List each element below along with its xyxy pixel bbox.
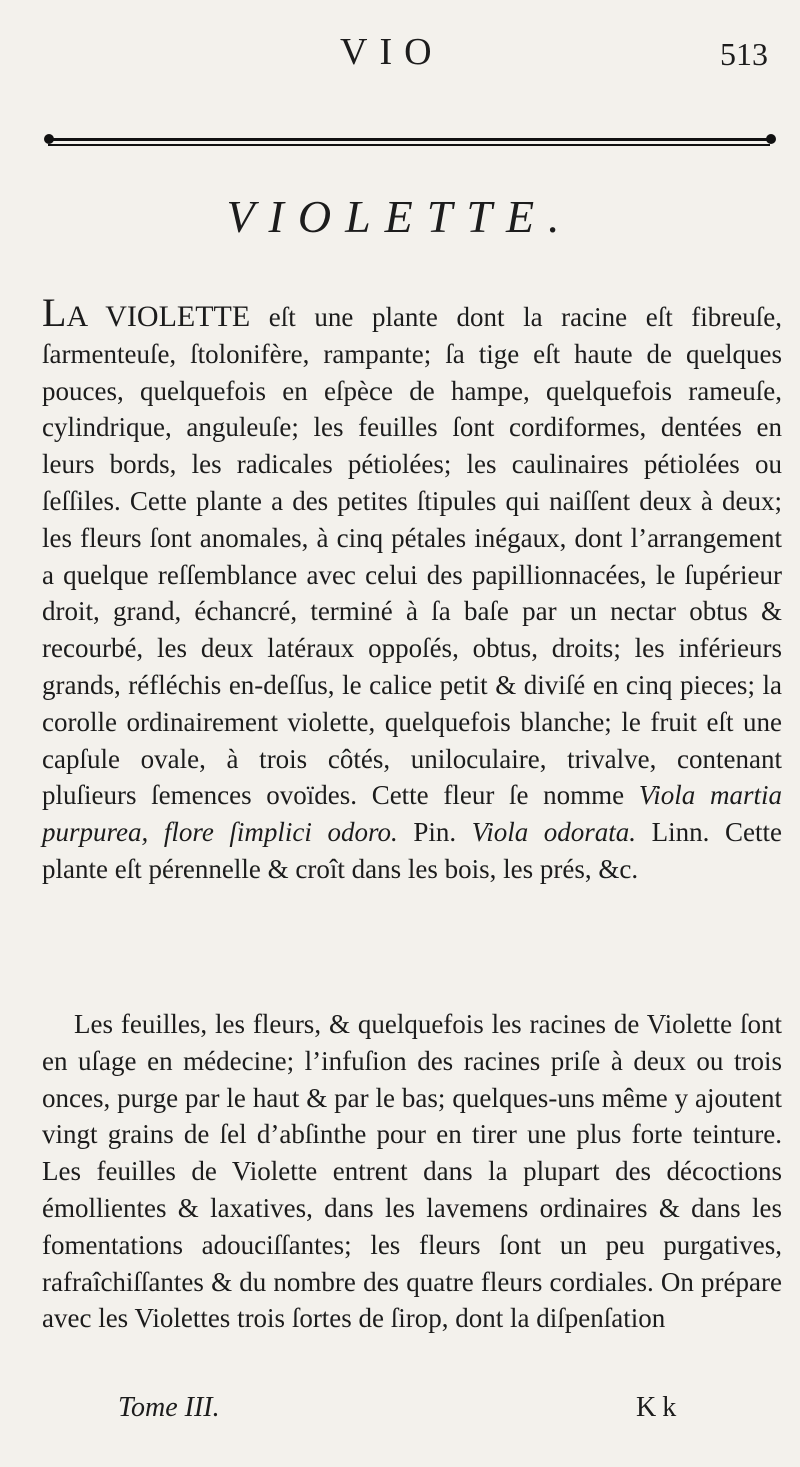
volume-label: Tome III. xyxy=(118,1392,220,1423)
signature-mark: Kk xyxy=(636,1392,683,1423)
page-number: 513 xyxy=(720,36,768,72)
running-head-word: VIO xyxy=(340,31,444,73)
article-title: VIOLETTE. xyxy=(226,191,574,242)
latin-name-2: Viola odorata. xyxy=(471,817,637,848)
running-head xyxy=(0,30,800,80)
page-footer xyxy=(0,1392,800,1432)
headword-smallcaps: A VIOLETTE xyxy=(66,300,251,333)
paragraph-1-text-b: Pin. xyxy=(397,817,472,848)
paragraph-2: Les feuilles, les fleurs, & quelquefois les racines de Violette ſont en uſage en médecine; l’infuſion des racines priſe à deux ou trois onces, purge par le haut & par le bas; quelques-uns même y ajoutent vingt grains de ſel d’abſinthe pour en tirer une plus forte teinture. Les feuilles de Violette entrent dans la plupart des décoctions émollientes & laxatives, dans les lavemens ordinaires & dans les fomentations adouciſſantes; les fleurs ſont un peu purgatives, rafraîchiſſantes & du nombre des quatre fleurs cordiales. On prépare avec les Violettes trois ſortes de ſirop, dont la diſpenſation xyxy=(42,1009,782,1334)
paragraph-1 xyxy=(42,290,783,888)
paragraph-1-text-a: eſt une plante dont la racine eſt fibreuſe, ſarmenteuſe, ſtolonifère, rampante; ſa tige eſt haute de quelques pouces, quelquefois en eſpèce de hampe, quelquefois rameuſe, cylindrique, anguleuſe; les feuilles ſont cordiformes, dentées en leurs bords, les radicales pétiolées; les caulinaires pétiolées ou ſeſſiles. Cette plante a des petites ſtipules qui naiſſent deux à deux; les fleurs ſont anomales, à cinq pétales inégaux, dont l’arrangement a quelque reſſemblance avec celui des papillionnacées, le ſupérieur droit, grand, échancré, terminé à ſa baſe par un nectar obtus & recourbé, les deux latéraux oppoſés, obtus, droits; les inférieurs grands, réfléchis en-deſſus, le calice petit & diviſé en cinq pieces; la corolle ordinairement violette, quelquefois blanche; le fruit eſt une capſule ovale, à trois côtés, uniloculaire, trivalve, contenant pluſieurs ſemences ovoïdes. Cette fleur ſe nomme xyxy=(42,302,783,811)
paragraph-1-text-c: Linn. Cette plante eſt pérennelle & croît dans les bois, les prés, &c. xyxy=(42,817,782,884)
drop-capital: L xyxy=(42,290,67,335)
header-rule xyxy=(48,138,770,146)
rule-ornament-right xyxy=(766,134,776,144)
latin-name-1: Viola martia purpurea, flore ſimplici odoro. xyxy=(42,780,782,848)
